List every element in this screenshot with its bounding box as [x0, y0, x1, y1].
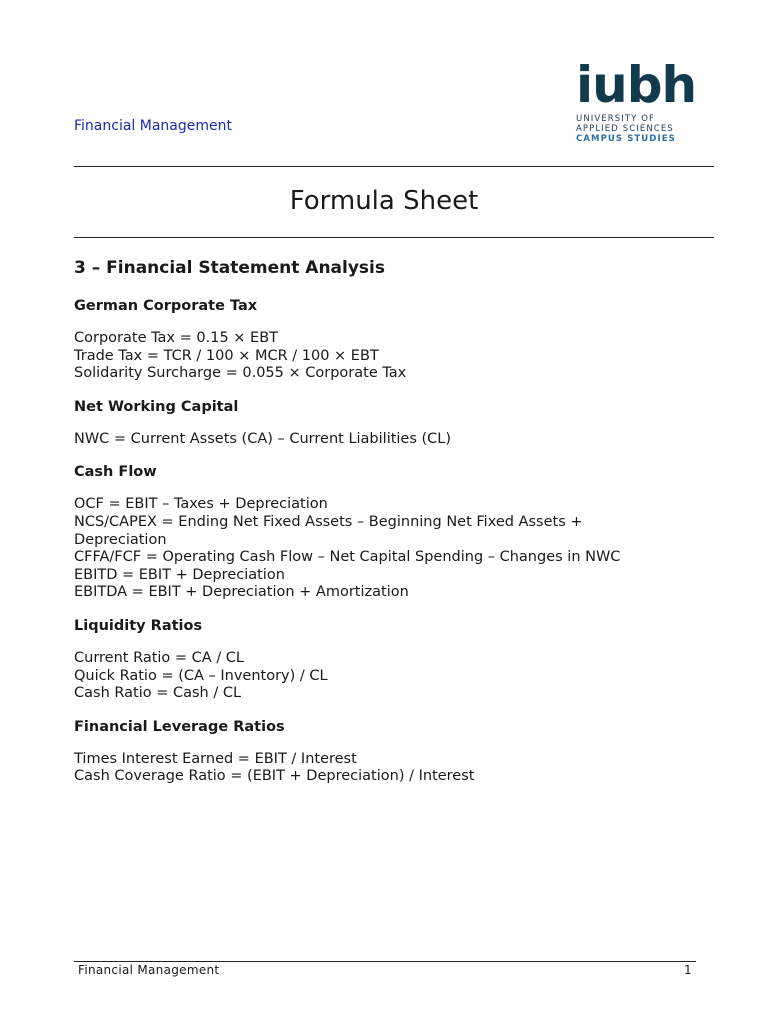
formula-group-leverage — [74, 715, 634, 786]
group-heading: Liquidity Ratios — [74, 617, 203, 634]
logo-line-3: CAMPUS STUDIES — [576, 134, 676, 144]
section-heading: 3 – Financial Statement Analysis — [74, 258, 385, 278]
formula-line: Cash Coverage Ratio = (EBIT + Depreciation) / Interest — [74, 768, 475, 785]
logo-wordmark: iubh — [576, 56, 697, 114]
formula-line: EBITDA = EBIT + Depreciation + Amortization — [74, 584, 409, 601]
course-title: Financial Management — [74, 118, 232, 134]
page-title: Formula Sheet — [289, 186, 479, 216]
formula-line: Depreciation — [74, 531, 167, 548]
group-heading: German Corporate Tax — [74, 298, 258, 314]
formula-group-nwc — [74, 395, 634, 449]
group-heading: Net Working Capital — [74, 398, 239, 415]
formula-line: EBITD = EBIT + Depreciation — [74, 566, 285, 583]
formula-line: NCS/CAPEX = Ending Net Fixed Assets – Beginning Net Fixed Assets + — [74, 513, 583, 530]
formula-line: Trade Tax = TCR / 100 × MCR / 100 × EBT — [74, 347, 379, 364]
header-divider — [74, 166, 714, 167]
formula-line: OCF = EBIT – Taxes + Depreciation — [74, 496, 328, 513]
page-number: 1 — [684, 963, 692, 977]
formula-line: CFFA/FCF = Operating Cash Flow – Net Capital Spending – Changes in NWC — [74, 549, 621, 566]
logo-line-1: UNIVERSITY OF — [576, 114, 656, 124]
formula-group-cash-flow — [74, 460, 634, 602]
university-logo — [576, 56, 706, 150]
formula-line: Solidarity Surcharge = 0.055 × Corporate Tax — [74, 365, 407, 382]
formula-group-liquidity — [74, 614, 634, 703]
footer-course: Financial Management — [78, 963, 220, 977]
formula-line: Corporate Tax = 0.15 × EBT — [74, 330, 279, 346]
formula-line: Cash Ratio = Cash / CL — [74, 685, 242, 702]
formula-content — [74, 294, 634, 798]
title-divider — [74, 237, 714, 238]
formula-line: Quick Ratio = (CA – Inventory) / CL — [74, 667, 328, 684]
formula-line: Current Ratio = CA / CL — [74, 649, 245, 666]
group-heading: Cash Flow — [74, 464, 157, 481]
footer-divider — [74, 961, 696, 962]
formula-group-corporate-tax — [74, 294, 634, 383]
group-heading: Financial Leverage Ratios — [74, 718, 285, 735]
formula-line: NWC = Current Assets (CA) – Current Liabilities (CL) — [74, 430, 452, 447]
logo-line-2: APPLIED SCIENCES — [576, 124, 674, 134]
formula-line: Times Interest Earned = EBIT / Interest — [74, 750, 357, 767]
